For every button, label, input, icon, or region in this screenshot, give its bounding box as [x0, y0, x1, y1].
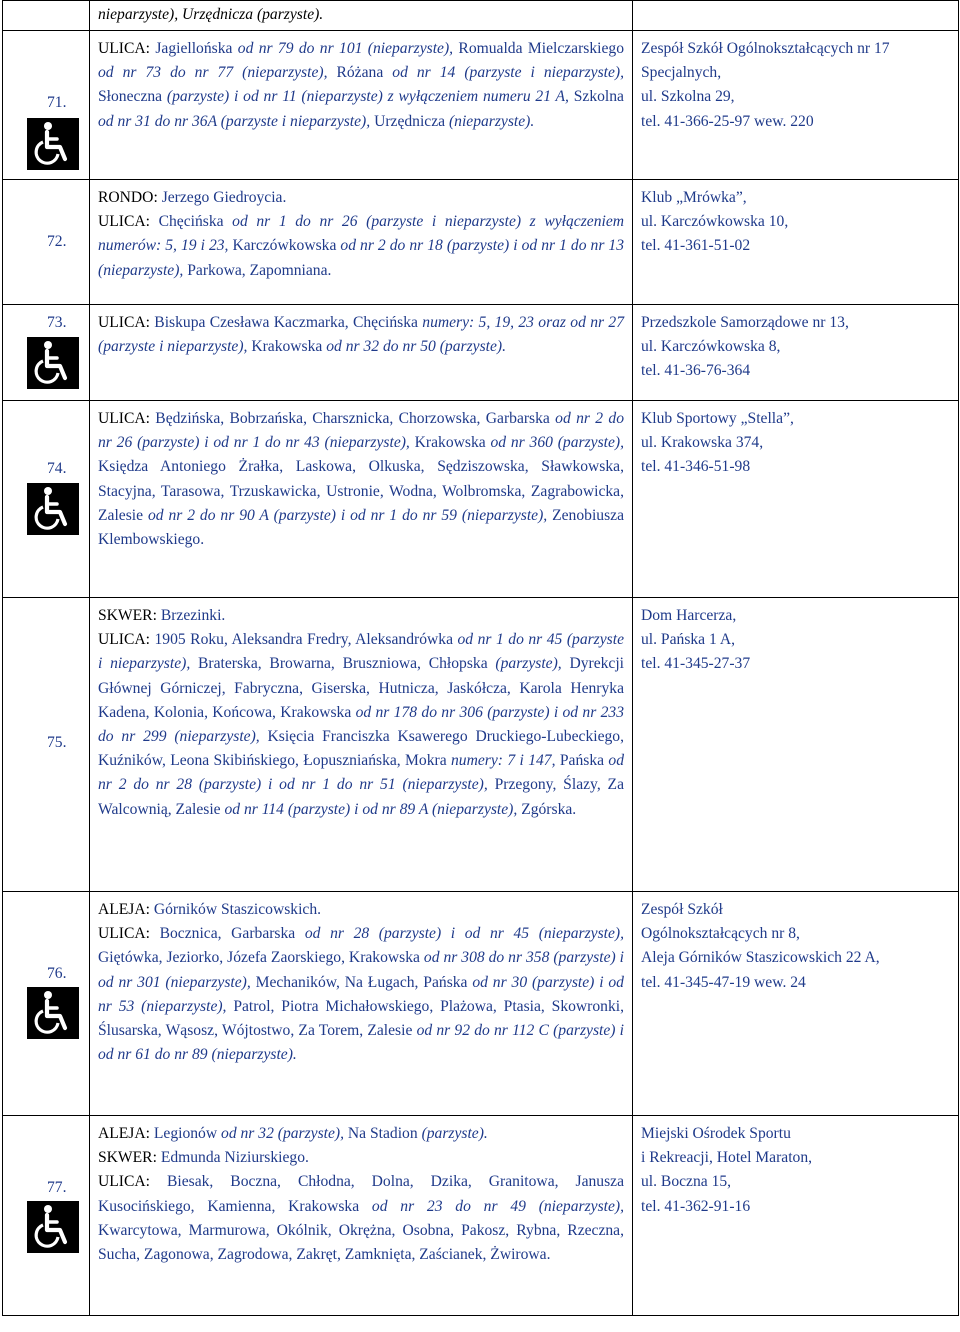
street-segment: od nr 178 do nr 306 (parzyste) i od nr 233 do nr 299 (nieparzyste), — [98, 703, 624, 746]
street-segment: Przegony, Ślazy, Za Walcownią, Zalesie — [98, 776, 624, 818]
polling-place-line: ul. Szkolna 29, — [641, 88, 735, 106]
street-segment: ULICA: — [98, 1173, 167, 1191]
street-segment: Jagiellońska — [155, 40, 238, 57]
wheelchair-icon — [27, 987, 79, 1039]
polling-place-cell — [633, 305, 959, 401]
table-row — [3, 305, 959, 401]
street-segment: od nr 31 do nr 36A (parzyste i nieparzyste), — [98, 112, 375, 130]
street-segment: Krakowska — [414, 434, 491, 452]
polling-place-line: Klub Sportowy „Stella”, — [641, 410, 794, 427]
street-segment: od nr 14 (parzyste i nieparzyste), — [392, 64, 624, 82]
street-segment: Biskupa Czesława Kaczmarka, Chęcińska — [154, 314, 423, 331]
street-segment: od nr 114 (parzyste) i od nr 89 A (nieparzyste), — [224, 800, 522, 818]
polling-place-line: Dom Harcerza, — [641, 607, 737, 624]
polling-place-cell — [633, 401, 959, 598]
table-row — [3, 31, 959, 180]
polling-place-line: Przedszkole Samorządowe nr 13, — [641, 314, 849, 331]
street-segment: od nr 2 do nr 26 (parzyste) i od nr 1 do nr 43 (nieparzyste), — [98, 410, 624, 452]
district-number-cell — [3, 305, 90, 401]
district-number-cell — [3, 31, 90, 180]
street-segment: od nr 79 do nr 101 (nieparzyste), — [237, 40, 459, 57]
street-segment: od nr 28 (parzyste) i od nr 45 (nieparzyste), — [304, 925, 625, 943]
street-segment: ALEJA: — [98, 1125, 154, 1142]
district-number-cell — [3, 401, 90, 598]
street-segment: Pańska — [559, 752, 609, 770]
street-segment: Zenobiusza Klembowskiego. — [98, 506, 624, 549]
polling-place-line: ul. Pańska 1 A, — [641, 631, 735, 649]
street-segment: Na Stadion — [347, 1125, 422, 1142]
street-segment: SKWER: — [98, 1149, 161, 1167]
street-segment: Bocznica, Garbarska — [159, 925, 305, 943]
street-segment: Romualda Mielczarskiego — [458, 40, 624, 57]
street-segment: Brzezinki. — [160, 607, 226, 624]
street-segment: (parzyste), — [495, 655, 570, 673]
street-segment: od nr 1 do nr 45 (parzyste i nieparzyste), — [98, 631, 624, 673]
polling-place-line: i Rekreacji, Hotel Maraton, — [641, 1149, 813, 1167]
street-segment: Będzińska, Bobrzańska, Charsznicka, Chorzowska, Garbarska — [155, 410, 556, 427]
polling-place-line: tel. 41-345-47-19 wew. 24 — [641, 973, 806, 991]
street-segment: ULICA: — [98, 925, 160, 943]
street-segment: ULICA: — [98, 40, 156, 57]
street-segment: od nr 32 do nr 50 (parzyste). — [326, 338, 506, 356]
street-segment: Kwarcytowa, Marmurowa, Okólnik, Okrężna, Osobna, Pakosz, Rybna, Rzeczna, Sucha, Zagonowa, Zagrodowa, Zakręt, Zamknięta, Zaścianek, Żwirowa. — [98, 1221, 624, 1264]
street-segment: Patrol, Piotra Michałowskiego, Plażowa, Ptasia, Skowronki, Ślusarska, Wąsosz, Wójtostwo, Za Torem, Zalesie — [98, 997, 624, 1040]
polling-place-line: Zespół Szkół Ogólnokształcących nr 17 Specjalnych, — [641, 40, 890, 82]
empty-place-cell — [633, 1, 959, 31]
wheelchair-icon — [27, 483, 79, 535]
streets-cell — [90, 892, 633, 1116]
street-segment: Mechaników, Na Ługach, Pańska — [255, 973, 473, 991]
street-segment: od nr 2 do nr 18 (parzyste) i od nr 1 do nr 13 (nieparzyste), — [98, 237, 625, 279]
street-segment: od nr 92 do nr 112 C (parzyste) i od nr 61 do nr 89 (nieparzyste). — [98, 1022, 624, 1064]
polling-districts-table — [2, 0, 959, 1316]
polling-place-cell — [633, 1116, 959, 1316]
polling-place-line: ul. Karczówkowska 8, — [641, 338, 781, 356]
street-segment: ULICA: — [98, 213, 159, 231]
street-segment: Różana — [336, 64, 393, 82]
street-segment: Karczówkowska — [232, 237, 341, 255]
district-number-cell — [3, 892, 90, 1116]
polling-place-line: tel. 41-361-51-02 — [641, 237, 751, 255]
continuation-text: nieparzyste), Urzędnicza (parzyste). — [90, 1, 633, 31]
district-number: 74. — [47, 460, 67, 477]
street-segment: SKWER: — [98, 607, 161, 624]
street-segment: (parzyste). — [421, 1125, 488, 1142]
street-segment: Edmunda Niziurskiego. — [160, 1149, 309, 1167]
street-segment: 1905 Roku, Aleksandra Fredry, Aleksandrówka — [154, 631, 458, 649]
polling-place-line: ul. Krakowska 374, — [641, 434, 764, 452]
table-row — [3, 892, 959, 1116]
polling-place-line: tel. 41-362-91-16 — [641, 1197, 751, 1215]
district-number-cell — [3, 598, 90, 892]
street-segment: ALEJA: — [98, 901, 154, 918]
street-segment: Zgórska. — [521, 800, 577, 818]
streets-cell — [90, 1116, 633, 1316]
street-segment: od nr 30 (parzyste) i od nr 53 (nieparzyste), — [98, 973, 624, 1015]
district-number: 72. — [47, 233, 67, 250]
street-segment: Jerzego Giedroycia. — [161, 189, 287, 206]
polling-place-line: Klub „Mrówka”, — [641, 189, 747, 206]
polling-place-line: Miejski Ośrodek Sportu — [641, 1125, 791, 1142]
street-segment: ULICA: — [98, 314, 155, 331]
street-segment: (parzyste) i od nr 11 (nieparzyste) z wyłączeniem numeru 21 A, — [166, 88, 574, 106]
streets-cell — [90, 180, 633, 305]
street-segment: Dyrekcji Głównej Górniczej, Fabryczna, Giserska, Hutnicza, Jaskółcza, Karola Henryka Kadena, Kolonia, Końcowa, Krakowska — [98, 655, 624, 721]
polling-place-cell — [633, 31, 959, 180]
table-row — [3, 1116, 959, 1316]
streets-cell — [90, 31, 633, 180]
wheelchair-icon — [27, 1201, 79, 1253]
street-segment: od nr 32 (parzyste), — [221, 1125, 348, 1142]
district-number: 75. — [47, 734, 67, 751]
street-segment: od nr 308 do nr 358 (parzyste) i od nr 301 (nieparzyste), — [98, 949, 624, 991]
polling-place-line: tel. 41-345-27-37 — [641, 655, 751, 673]
street-segment: numery: 7 i 147, — [451, 752, 560, 770]
polling-place-line: Aleja Górników Staszicowskich 22 A, — [641, 949, 880, 967]
district-number: 71. — [47, 94, 67, 111]
street-segment: Urzędnicza — [374, 112, 449, 130]
polling-place-line: ul. Boczna 15, — [641, 1173, 732, 1191]
street-segment: od nr 23 do nr 49 (nieparzyste), — [371, 1197, 624, 1215]
street-segment: Krakowska — [251, 338, 327, 356]
street-segment: Szkolna — [573, 88, 624, 106]
wheelchair-icon — [27, 118, 79, 170]
street-segment: Księcia Franciszka Ksawerego Druckiego-Lubeckiego, Kuźników, Leona Skibińskiego, Łopuszniańska, Mokra — [98, 728, 624, 770]
district-number-cell — [3, 1116, 90, 1316]
district-number-cell — [3, 180, 90, 305]
street-segment: od nr 360 (parzyste), — [490, 434, 624, 452]
street-segment: Biesak, Boczna, Chłodna, Dolna, Dzika, Granitowa, Janusza Kusocińskiego, Kamienna, Krakowska — [98, 1173, 624, 1215]
street-segment: (nieparzyste). — [448, 112, 535, 130]
polling-place-cell — [633, 892, 959, 1116]
street-segment: Księdza Antoniego Żrałka, Laskowa, Olkuska, Sędziszowska, Sławkowska, Stacyjna, Tarasowa, Trzuskawicka, Ustronie, Wodna, Wolbromska, Zagrabowicka, Zalesie — [98, 458, 624, 524]
street-segment: Słoneczna — [98, 88, 167, 106]
street-segment: od nr 73 do nr 77 (nieparzyste), — [98, 64, 337, 82]
continuation-row — [3, 1, 959, 31]
polling-place-line: tel. 41-366-25-97 wew. 220 — [641, 112, 814, 130]
street-segment: od nr 2 do nr 28 (parzyste) i od nr 1 do nr 51 (nieparzyste), — [98, 752, 624, 794]
polling-place-cell — [633, 598, 959, 892]
street-segment: RONDO: — [98, 189, 162, 206]
polling-place-line: Ogólnokształcących nr 8, — [641, 925, 800, 943]
polling-place-cell — [633, 180, 959, 305]
streets-cell — [90, 305, 633, 401]
street-segment: Braterska, Browarna, Bruszniowa, Chłopska — [198, 655, 496, 673]
street-segment: od nr 1 do nr 26 (parzyste i nieparzyste) z wyłączeniem numerów: 5, 19 i 23, — [98, 213, 625, 255]
street-segment: Górników Staszicowskich. — [153, 901, 322, 918]
street-segment: numery: 5, 19, 23 oraz od nr 27 (parzyste i nieparzyste), — [98, 314, 624, 356]
district-number: 73. — [47, 314, 67, 331]
streets-cell — [90, 401, 633, 598]
street-segment: ULICA: — [98, 410, 156, 427]
wheelchair-icon — [27, 337, 79, 389]
street-segment: Chęcińska — [158, 213, 233, 231]
street-segment: ULICA: — [98, 631, 155, 649]
district-number: 76. — [47, 965, 67, 982]
street-segment: Parkowa, Zapomniana. — [187, 261, 332, 279]
street-segment: Legionów — [153, 1125, 222, 1142]
street-segment: Giętówka, Jeziorko, Józefa Zaorskiego, Krakowska — [98, 949, 424, 967]
table-row — [3, 401, 959, 598]
polling-place-line: tel. 41-36-76-364 — [641, 362, 751, 380]
polling-place-line: Zespół Szkół — [641, 901, 723, 918]
table-row — [3, 180, 959, 305]
streets-cell — [90, 598, 633, 892]
table-row — [3, 598, 959, 892]
polling-place-line: ul. Karczówkowska 10, — [641, 213, 789, 231]
street-segment: od nr 2 do nr 90 A (parzyste) i od nr 1 do nr 59 (nieparzyste), — [147, 506, 553, 524]
polling-place-line: tel. 41-346-51-98 — [641, 458, 751, 476]
district-number: 77. — [47, 1179, 67, 1196]
empty-number-cell — [3, 1, 90, 31]
